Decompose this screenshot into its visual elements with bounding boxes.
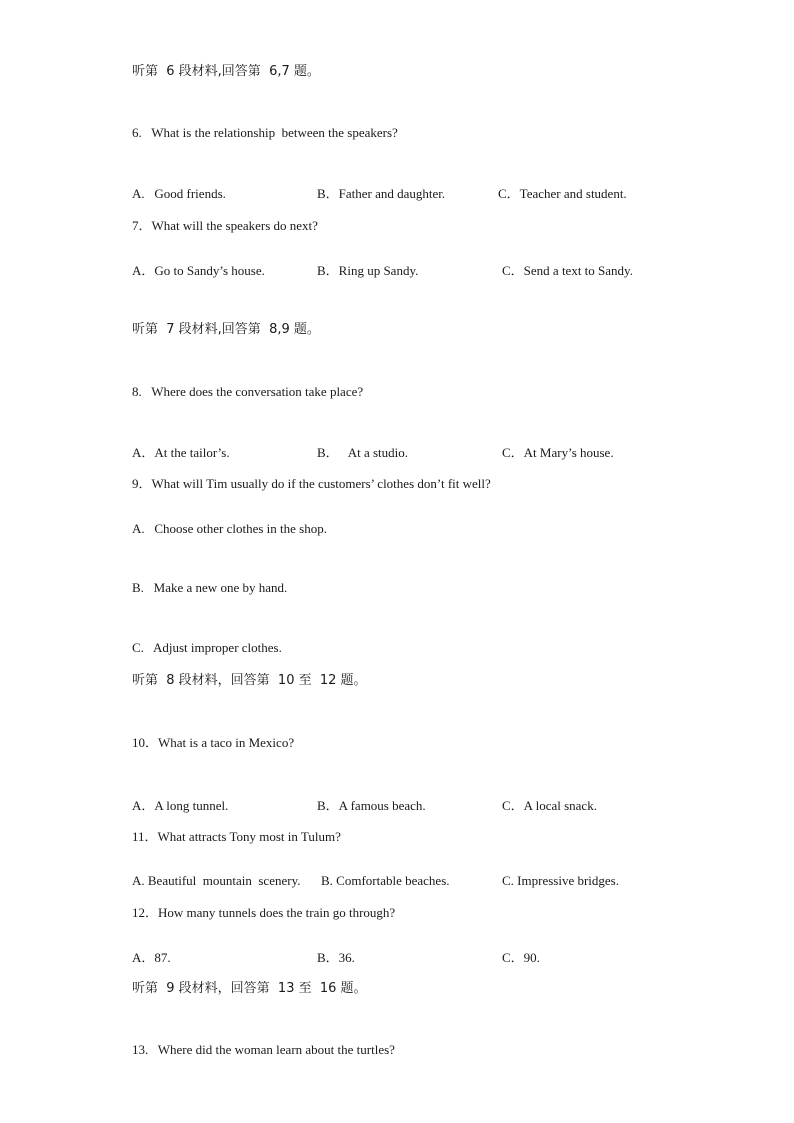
q10-option-c: C．A local snack.: [502, 798, 597, 813]
question-6: 6. What is the relationship between the speakers?: [132, 125, 398, 140]
q10-option-a: A．A long tunnel.: [132, 798, 229, 813]
question-12: 12．How many tunnels does the train go through?: [132, 905, 396, 920]
q6-option-b: B．Father and daughter.: [317, 186, 446, 201]
q8-option-c: C．At Mary’s house.: [502, 445, 614, 460]
q12-option-c: C．90.: [502, 950, 540, 965]
q12-option-a: A．87.: [132, 950, 171, 965]
q8-option-a: A．At the tailor’s.: [132, 445, 230, 460]
q6-option-a: A. Good friends.: [132, 186, 226, 201]
question-9: 9．What will Tim usually do if the customers’ clothes don’t fit well?: [132, 476, 491, 491]
section-header-7: 听第 7 段材料,回答第 8,9 题。: [132, 322, 320, 337]
section-header-8: 听第 8 段材料，回答第 10 至 12 题。: [132, 673, 367, 688]
q11-option-b: B. Comfortable beaches.: [321, 873, 450, 888]
q7-option-a: A．Go to Sandy’s house.: [132, 263, 265, 278]
q9-option-b: B. Make a new one by hand.: [132, 580, 288, 595]
q11-option-a: A. Beautiful mountain scenery.: [132, 873, 301, 888]
q10-option-b: B．A famous beach.: [317, 798, 426, 813]
q8-option-b: B． At a studio.: [317, 445, 409, 460]
question-8: 8. Where does the conversation take place?: [132, 384, 364, 399]
q9-option-a: A. Choose other clothes in the shop.: [132, 521, 327, 536]
q9-option-c: C. Adjust improper clothes.: [132, 640, 282, 655]
question-13: 13. Where did the woman learn about the turtles?: [132, 1042, 395, 1057]
q12-option-b: B．36.: [317, 950, 355, 965]
question-10: 10．What is a taco in Mexico?: [132, 735, 295, 750]
q7-option-c: C．Send a text to Sandy.: [502, 263, 633, 278]
question-11: 11．What attracts Tony most in Tulum?: [132, 829, 341, 844]
question-7: 7．What will the speakers do next?: [132, 218, 318, 233]
section-header-9: 听第 9 段材料，回答第 13 至 16 题。: [132, 981, 367, 996]
section-header-6: 听第 6 段材料,回答第 6,7 题。: [132, 64, 320, 79]
q7-option-b: B．Ring up Sandy.: [317, 263, 419, 278]
q11-option-c: C. Impressive bridges.: [502, 873, 619, 888]
q6-option-c: C．Teacher and student.: [498, 186, 627, 201]
